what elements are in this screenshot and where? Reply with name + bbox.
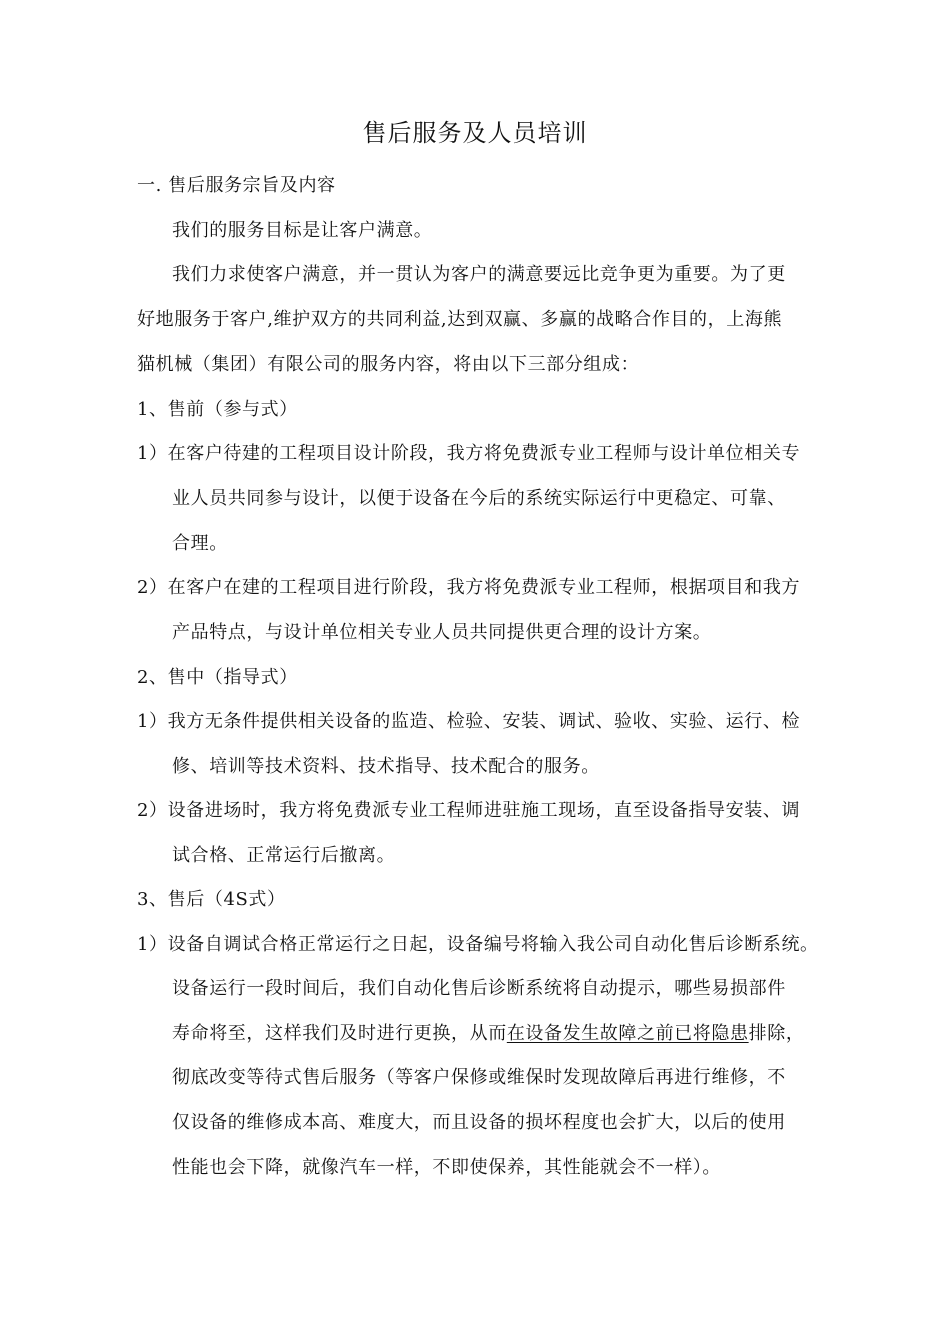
pre-sale-heading: 1、售前（参与式） (137, 399, 298, 420)
intro-line: 好地服务于客户,维护双方的共同利益,达到双赢、多赢的战略合作目的，上海熊 (137, 309, 783, 330)
pre-sale-item-2-cont: 产品特点，与设计单位相关专业人员共同提供更合理的设计方案。 (172, 622, 712, 643)
after-sale-item-1: 1）设备自调试合格正常运行之日起，设备编号将输入我公司自动化售后诊断系统。 (137, 934, 819, 955)
after-sale-item-1-cont: 彻底改变等待式售后服务（等客户保修或维保时发现故障后再进行维修，不 (172, 1067, 786, 1088)
after-sale-item-1-cont (172, 1021, 804, 1047)
after-sale-item-1-cont: 仅设备的维修成本高、难度大，而且设备的损坏程度也会扩大，以后的使用 (172, 1112, 786, 1133)
text-run: 寿命将至，这样我们及时进行更换，从而 (172, 1023, 507, 1044)
after-sale-item-1-cont: 设备运行一段时间后，我们自动化售后诊断系统将自动提示，哪些易损部件 (172, 978, 786, 999)
pre-sale-item-1-cont: 合理。 (172, 533, 228, 554)
text-run: 排除， (748, 1023, 805, 1044)
pre-sale-item-1: 1）在客户待建的工程项目设计阶段，我方将免费派专业工程师与设计单位相关专 (137, 443, 801, 464)
pre-sale-item-2: 2）在客户在建的工程项目进行阶段，我方将免费派专业工程师，根据项目和我方 (137, 577, 801, 598)
pre-sale-item-1-cont: 业人员共同参与设计，以便于设备在今后的系统实际运行中更稳定、可靠、 (172, 488, 786, 509)
in-sale-item-1-cont: 修、培训等技术资料、技术指导、技术配合的服务。 (172, 756, 600, 777)
underlined-text: 在设备发生故障之前已将隐患 (506, 1023, 749, 1044)
after-sale-item-1-cont: 性能也会下降，就像汽车一样，不即使保养，其性能就会不一样）。 (172, 1157, 721, 1178)
in-sale-heading: 2、售中（指导式） (137, 667, 298, 688)
in-sale-item-2-cont: 试合格、正常运行后撤离。 (172, 845, 396, 866)
in-sale-item-2: 2）设备进场时，我方将免费派专业工程师进驻施工现场，直至设备指导安装、调 (137, 800, 801, 821)
intro-line: 猫机械（集团）有限公司的服务内容，将由以下三部分组成： (137, 354, 640, 375)
intro-line: 我们力求使客户满意，并一贯认为客户的满意要远比竞争更为重要。为了更 (172, 264, 786, 285)
service-goal: 我们的服务目标是让客户满意。 (172, 220, 433, 241)
after-sale-heading: 3、售后（4S式） (137, 889, 286, 910)
section-heading: 一. 售后服务宗旨及内容 (137, 175, 336, 196)
in-sale-item-1: 1）我方无条件提供相关设备的监造、检验、安装、调试、验收、实验、运行、检 (137, 711, 801, 732)
page-title: 售后服务及人员培训 (362, 119, 588, 147)
